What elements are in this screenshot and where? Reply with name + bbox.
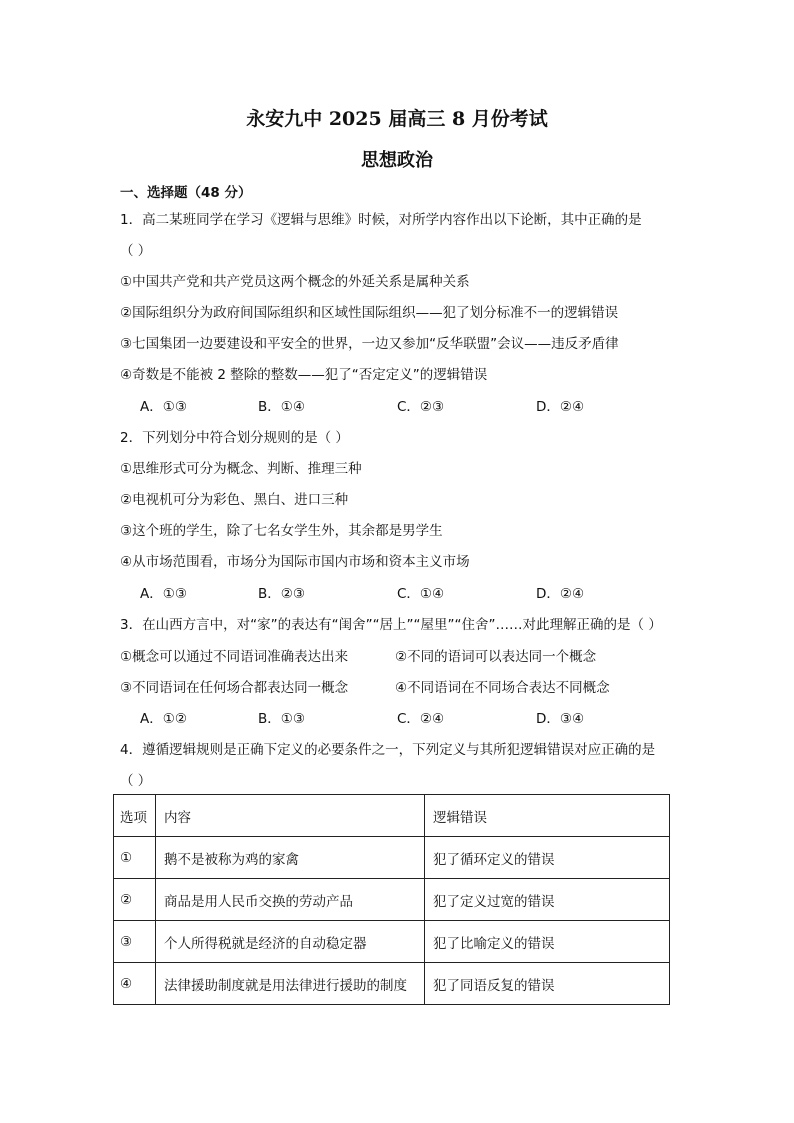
- q2-item: ④从市场范围看，市场分为国际市国内市场和资本主义市场: [120, 554, 470, 570]
- table-header: 逻辑错误: [425, 795, 670, 837]
- q1-paren: （ ）: [120, 243, 152, 259]
- q3-option-d[interactable]: D．③④: [536, 711, 585, 727]
- table-cell: ③: [114, 921, 156, 963]
- q2-option-a[interactable]: A．①③: [140, 586, 187, 602]
- table-row: [114, 879, 670, 921]
- q3-item: ③不同语词在任何场合都表达同一概念: [120, 680, 349, 696]
- table-row: [114, 837, 670, 879]
- table-cell: 商品是用人民币交换的劳动产品: [156, 879, 425, 921]
- q2-item: ②电视机可分为彩色、黑白、进口三种: [120, 492, 349, 508]
- table-header-row: [114, 795, 670, 837]
- q2-stem: 2．下列划分中符合划分规则的是（ ）: [120, 430, 349, 446]
- q2-option-d[interactable]: D．②④: [536, 586, 585, 602]
- q1-item: ②国际组织分为政府间国际组织和区域性国际组织——犯了划分标准不一的逻辑错误: [120, 305, 619, 321]
- q1-item: ①中国共产党和共产党员这两个概念的外延关系是属种关系: [120, 274, 470, 290]
- q3-stem: 3．在山西方言中，对“家”的表达有“闺舍”“居上”“屋里”“住舍”……对此理解正确的是（ ）: [120, 617, 662, 633]
- table-cell: ①: [114, 837, 156, 879]
- subject-title: 思想政治: [361, 150, 433, 171]
- table-row: [114, 921, 670, 963]
- table-cell: ②: [114, 879, 156, 921]
- table-cell: ④: [114, 963, 156, 1005]
- table-cell: 犯了定义过宽的错误: [425, 879, 670, 921]
- q3-option-a[interactable]: A．①②: [140, 711, 187, 727]
- q1-stem: 1．高二某班同学在学习《逻辑与思维》时候，对所学内容作出以下论断，其中正确的是: [120, 212, 642, 228]
- q2-item: ①思维形式可分为概念、判断、推理三种: [120, 461, 362, 477]
- q4-table: [113, 794, 670, 1005]
- q3-item: ①概念可以通过不同语词准确表达出来: [120, 649, 349, 665]
- q1-item: ③七国集团一边要建设和平安全的世界，一边又参加“反华联盟”会议——违反矛盾律: [120, 336, 619, 352]
- exam-title: 永安九中 2025 届高三 8 月份考试: [246, 108, 548, 130]
- table-cell: 犯了同语反复的错误: [425, 963, 670, 1005]
- table-header: 选项: [114, 795, 156, 837]
- q1-option-b[interactable]: B．①④: [258, 399, 305, 415]
- q3-option-b[interactable]: B．①③: [258, 711, 305, 727]
- q1-item: ④奇数是不能被 2 整除的整数——犯了“否定定义”的逻辑错误: [120, 367, 488, 383]
- q2-item: ③这个班的学生，除了七名女学生外，其余都是男学生: [120, 523, 443, 539]
- table-cell: 个人所得税就是经济的自动稳定器: [156, 921, 425, 963]
- q1-option-a[interactable]: A．①③: [140, 399, 187, 415]
- q4-stem: 4．遵循逻辑规则是正确下定义的必要条件之一，下列定义与其所犯逻辑错误对应正确的是: [120, 742, 656, 758]
- table-cell: 鹅不是被称为鸡的家禽: [156, 837, 425, 879]
- q1-option-c[interactable]: C．②③: [397, 399, 445, 415]
- section-heading: 一、选择题（48 分）: [120, 185, 252, 201]
- q1-option-d[interactable]: D．②④: [536, 399, 585, 415]
- q3-option-c[interactable]: C．②④: [397, 711, 445, 727]
- q2-option-b[interactable]: B．②③: [258, 586, 305, 602]
- q2-option-c[interactable]: C．①④: [397, 586, 445, 602]
- q3-item: ④不同语词在不同场合表达不同概念: [395, 680, 610, 696]
- table-cell: 犯了循环定义的错误: [425, 837, 670, 879]
- table-cell: 犯了比喻定义的错误: [425, 921, 670, 963]
- table-cell: 法律援助制度就是用法律进行援助的制度: [156, 963, 425, 1005]
- q3-item: ②不同的语词可以表达同一个概念: [395, 649, 597, 665]
- table-header: 内容: [156, 795, 425, 837]
- table-row: [114, 963, 670, 1005]
- q4-paren: （ ）: [120, 773, 152, 789]
